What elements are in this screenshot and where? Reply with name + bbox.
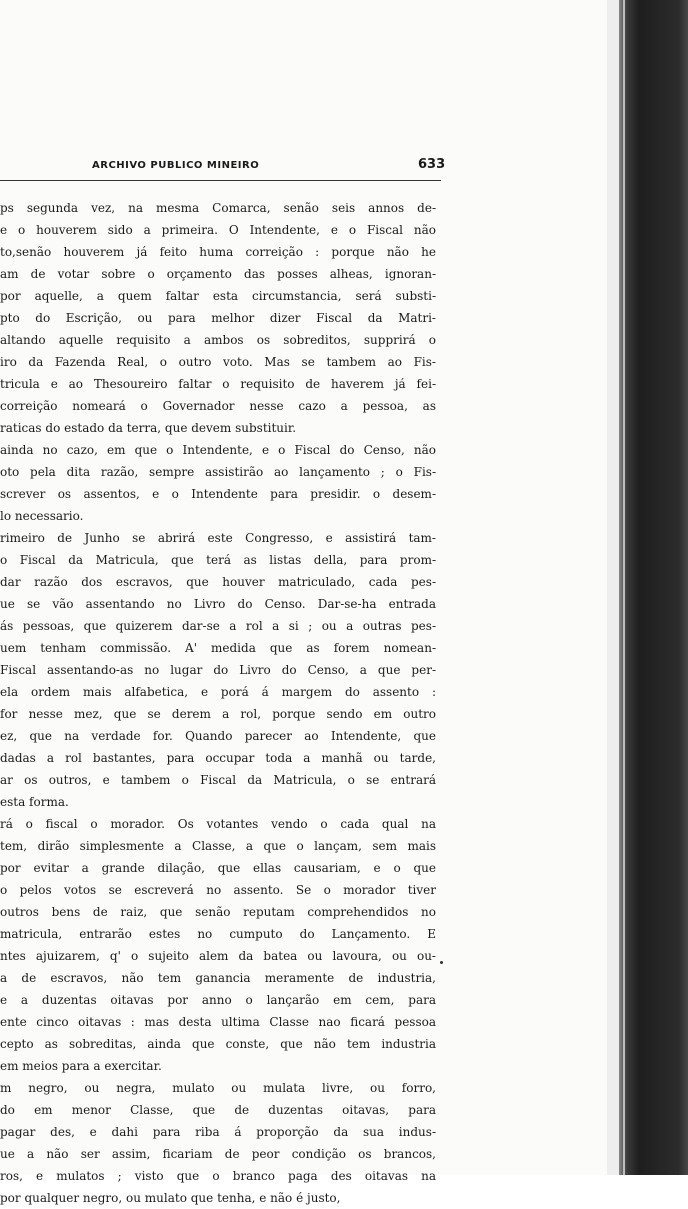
text-line: rá o fiscal o morador. Os votantes vendo o cada qual na	[0, 817, 436, 831]
text-line: uem tenham commissão. A' medida que as forem nomean-	[0, 641, 436, 655]
text-line: raticas do estado da terra, que devem substituir.	[0, 421, 297, 435]
text-line: m negro, ou negra, mulato ou mulata livre, ou forro,	[0, 1081, 436, 1095]
text-line: por qualquer negro, ou mulato que tenha, e não é justo,	[0, 1191, 341, 1205]
text-line: matricula, entrarão estes no cumputo do Lançamento. E	[0, 927, 436, 941]
text-line: Fiscal assentando-as no lugar do Livro do Censo, a que per-	[0, 663, 436, 677]
print-speck	[440, 961, 443, 964]
text-line: altando aquelle requisito a ambos os sobreditos, supprirá o	[0, 333, 436, 347]
text-line: ue a não ser assim, ficariam de peor condição os brancos,	[0, 1147, 436, 1161]
text-line: pto do Escrição, ou para melhor dizer Fiscal da Matri-	[0, 311, 436, 325]
header-rule	[0, 180, 441, 181]
body-text	[0, 197, 440, 1209]
binding-highlight	[623, 0, 625, 1175]
text-line: screver os assentos, e o Intendente para presidir. o desem-	[0, 487, 436, 501]
text-line: ainda no cazo, em que o Intendente, e o Fiscal do Censo, não	[0, 443, 436, 457]
text-line: o Fiscal da Matricula, que terá as listas della, para prom-	[0, 553, 436, 567]
text-line: ue se vão assentando no Livro do Censo. Dar-se-ha entrada	[0, 597, 436, 611]
text-line: do em menor Classe, que de duzentas oitavas, para	[0, 1103, 436, 1117]
text-line: cepto as sobreditas, ainda que conste, que não tem industria	[0, 1037, 436, 1051]
text-line: por evitar a grande dilação, que ellas causariam, e o que	[0, 861, 436, 875]
text-line: por aquelle, a quem faltar esta circumstancia, será substi-	[0, 289, 436, 303]
text-line: e o houverem sido a primeira. O Intendente, e o Fiscal não	[0, 223, 436, 237]
text-line: ps segunda vez, na mesma Comarca, senão seis annos de-	[0, 201, 436, 215]
page-number: 633	[418, 157, 446, 172]
text-line: rimeiro de Junho se abrirá este Congresso, e assistirá tam-	[0, 531, 436, 545]
text-line: ros, e mulatos ; visto que o branco paga des oitavas na	[0, 1169, 436, 1183]
page-header	[0, 156, 446, 178]
book-binding-edge	[619, 0, 688, 1175]
text-line: oto pela dita razão, sempre assistirão ao lançamento ; o Fis-	[0, 465, 436, 479]
text-line: to,senão houverem já feito huma correição : porque não he	[0, 245, 436, 259]
running-head: ARCHIVO PUBLICO MINEIRO	[92, 160, 260, 171]
text-line: ntes ajuizarem, q' o sujeito alem da batea ou lavoura, ou ou-	[0, 949, 436, 963]
text-line: esta forma.	[0, 795, 69, 809]
text-line: lo necessario.	[0, 509, 84, 523]
text-line: am de votar sobre o orçamento das posses alheas, ignoran-	[0, 267, 436, 281]
text-line: em meios para a exercitar.	[0, 1059, 162, 1073]
text-line: tricula e ao Thesoureiro faltar o requisito de haverem já fei-	[0, 377, 436, 391]
text-line: tem, dirão simplesmente a Classe, a que o lançam, sem mais	[0, 839, 436, 853]
text-line: correição nomeará o Governador nesse cazo a pessoa, as	[0, 399, 436, 413]
text-line: ás pessoas, que quizerem dar-se a rol a si ; ou a outras pes-	[0, 619, 436, 633]
text-line: ez, que na verdade for. Quando parecer ao Intendente, que	[0, 729, 436, 743]
text-line: o pelos votos se escreverá no assento. Se o morador tiver	[0, 883, 436, 897]
text-line: ente cinco oitavas : mas desta ultima Classe nao ficará pessoa	[0, 1015, 436, 1029]
text-line: pagar des, e dahi para riba á proporção da sua indus-	[0, 1125, 436, 1139]
text-line: dadas a rol bastantes, para occupar toda a manhã ou tarde,	[0, 751, 436, 765]
text-line: ar os outros, e tambem o Fiscal da Matricula, o se entrará	[0, 773, 436, 787]
text-line: for nesse mez, que se derem a rol, porque sendo em outro	[0, 707, 436, 721]
page-gutter	[607, 0, 619, 1175]
text-line: dar razão dos escravos, que houver matriculado, cada pes-	[0, 575, 436, 589]
text-line: iro da Fazenda Real, o outro voto. Mas se tambem ao Fis-	[0, 355, 436, 369]
text-line: a de escravos, não tem ganancia meramente de industria,	[0, 971, 436, 985]
text-line: outros bens de raiz, que senão reputam comprehendidos no	[0, 905, 436, 919]
text-line: e a duzentas oitavas por anno o lançarão em cem, para	[0, 993, 436, 1007]
text-line: ela ordem mais alfabetica, e porá á margem do assento :	[0, 685, 436, 699]
